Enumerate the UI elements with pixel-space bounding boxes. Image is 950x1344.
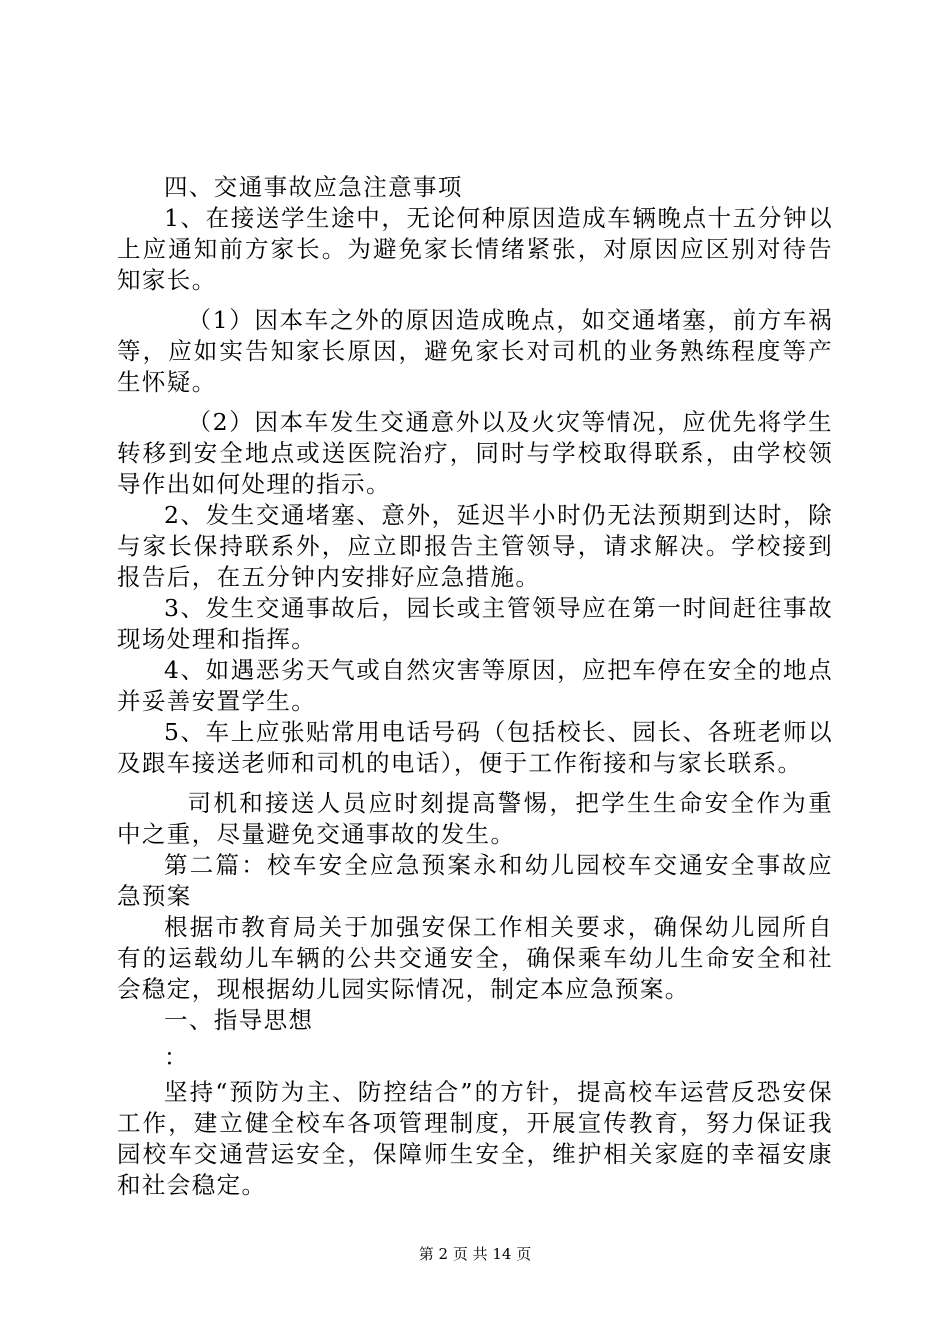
colon-line: ： <box>164 1043 189 1071</box>
document-body <box>117 172 833 1201</box>
paragraph-item-2: 2、发生交通堵塞、意外，延迟半小时仍无法预期到达时，除与家长保持联系外，应立即报告主管领导，请求解决。学校接到报告后，在五分钟内安排好应急措施。 <box>117 501 833 591</box>
section-heading-guiding-thought: 一、指导思想 <box>164 1006 314 1034</box>
section-heading-traffic-accident: 四、交通事故应急注意事项 <box>164 173 463 201</box>
paragraph-driver-note: 司机和接送人员应时刻提高警惕，把学生生命安全作为重中之重，尽量避免交通事故的发生。 <box>117 789 833 848</box>
paragraph-item-4: 4、如遇恶劣天气或自然灾害等原因，应把车停在安全的地点并妥善安置学生。 <box>117 656 833 715</box>
paragraph-guiding-thought: 坚持“预防为主、防控结合”的方针，提高校车运营反恐安保工作，建立健全校车各项管理制度，开展宣传教育，努力保证我园校车交通营运安全，保障师生安全，维护相关家庭的幸福安康和社会稳定。 <box>117 1078 833 1199</box>
paragraph-item-3: 3、发生交通事故后，园长或主管领导应在第一时间赶往事故现场处理和指挥。 <box>117 594 833 653</box>
paragraph-subitem-2: （2）因本车发生交通意外以及火灾等情况，应优先将学生转移到安全地点或送医院治疗，同时与学校取得联系，由学校领导作出如何处理的指示。 <box>117 408 833 498</box>
paragraph-intro: 根据市教育局关于加强安保工作相关要求，确保幼儿园所自有的运载幼儿车辆的公共交通安全，确保乘车幼儿生命安全和社会稳定，现根据幼儿园实际情况，制定本应急预案。 <box>117 913 833 1003</box>
page-number: 第 2 页 共 14 页 <box>418 1245 532 1263</box>
paragraph-item-1: 1、在接送学生途中，无论何种原因造成车辆晚点十五分钟以上应通知前方家长。为避免家长情绪紧张，对原因应区别对待告知家长。 <box>117 204 833 294</box>
paragraph-item-5: 5、车上应张贴常用电话号码（包括校长、园长、各班老师以及跟车接送老师和司机的电话），便于工作衔接和与家长联系。 <box>117 718 833 777</box>
chapter-title-second: 第二篇：校车安全应急预案永和幼儿园校车交通安全事故应急预案 <box>117 851 833 910</box>
paragraph-subitem-1: （1）因本车之外的原因造成晚点，如交通堵塞，前方车祸等，应如实告知家长原因，避免家长对司机的业务熟练程度等产生怀疑。 <box>117 306 833 396</box>
